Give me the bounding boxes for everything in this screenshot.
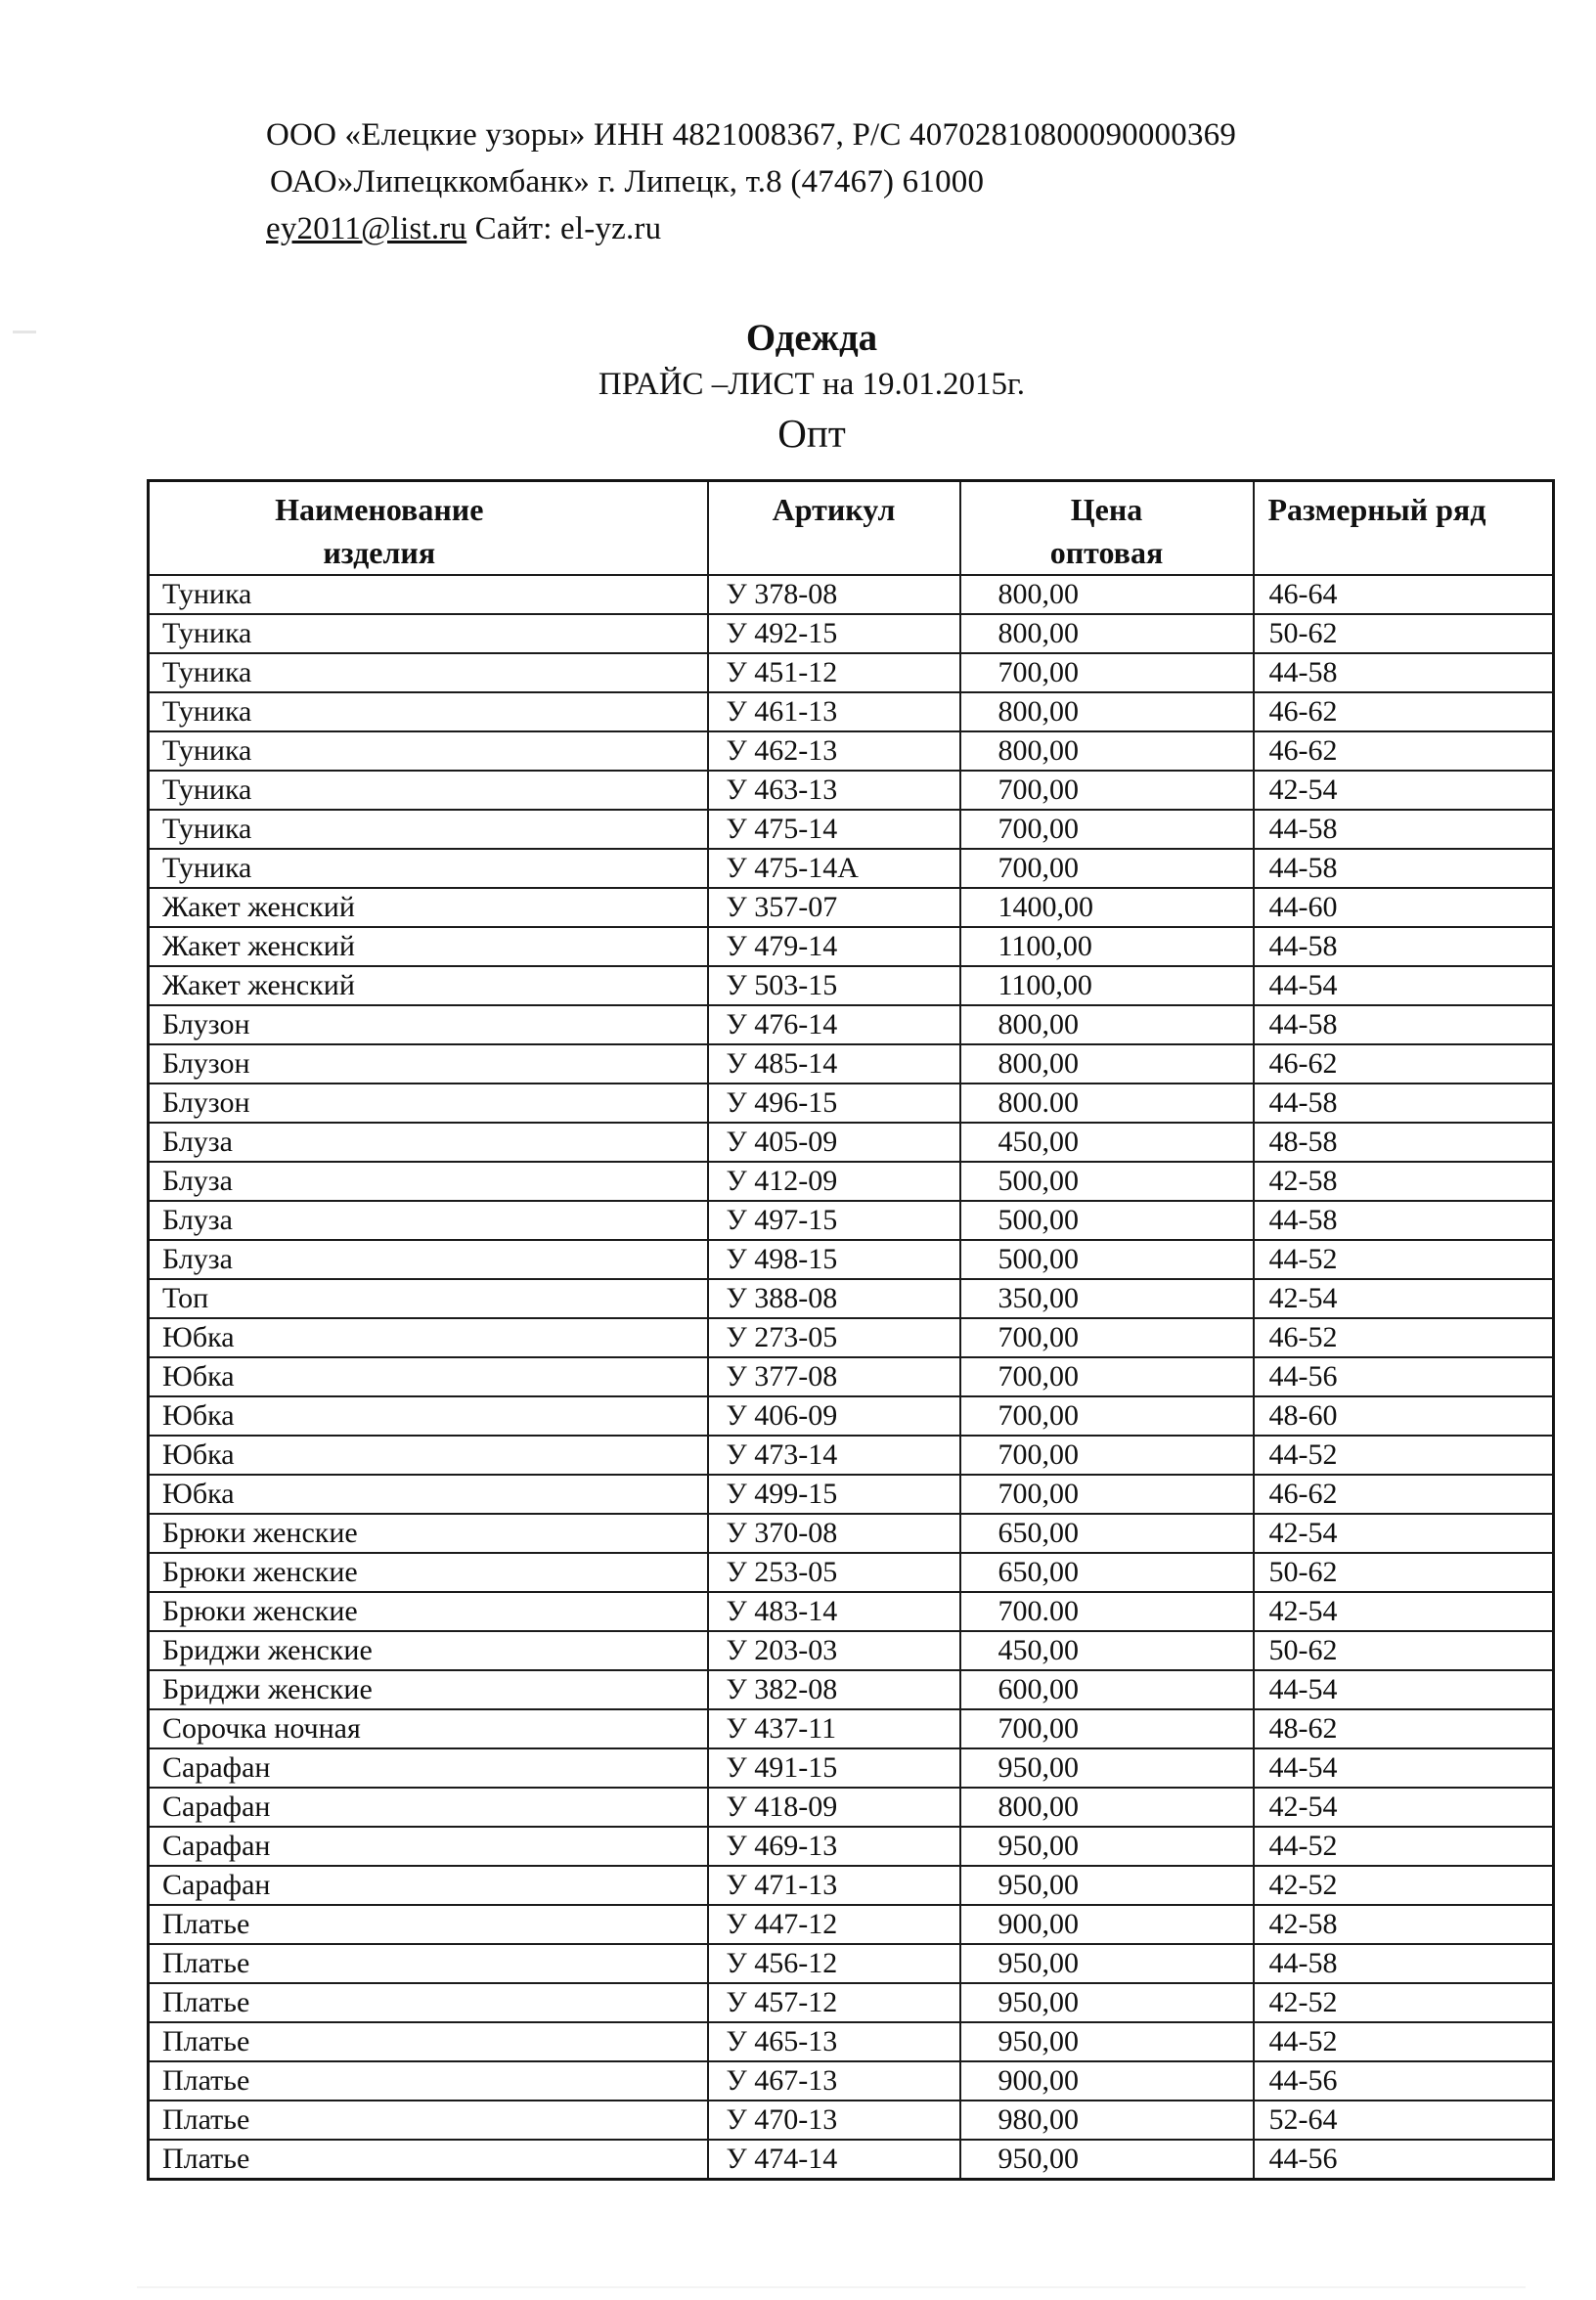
article-cell: У 405-09 xyxy=(708,1123,960,1162)
product-name-cell: Жакет женский xyxy=(149,888,708,927)
product-name-cell: Брюки женские xyxy=(149,1592,708,1631)
article-cell: У 476-14 xyxy=(708,1005,960,1044)
price-table xyxy=(147,479,1555,2181)
title-block xyxy=(27,315,1596,460)
table-row xyxy=(149,1318,1554,1357)
product-name-cell: Платье xyxy=(149,2101,708,2140)
price-cell: 700,00 xyxy=(960,1436,1254,1475)
article-cell: У 479-14 xyxy=(708,927,960,966)
article-cell: У 406-09 xyxy=(708,1396,960,1436)
price-cell: 700,00 xyxy=(960,653,1254,692)
price-cell: 450,00 xyxy=(960,1631,1254,1670)
table-row xyxy=(149,2061,1554,2101)
sizes-cell: 50-62 xyxy=(1254,614,1554,653)
col-header-article-line1: Артикул xyxy=(772,492,896,527)
price-cell: 950,00 xyxy=(960,1944,1254,1983)
header-row xyxy=(149,481,1554,576)
table-row xyxy=(149,1201,1554,1240)
product-name-cell: Блуза xyxy=(149,1240,708,1279)
price-cell: 800,00 xyxy=(960,575,1254,614)
table-row xyxy=(149,849,1554,888)
table-row xyxy=(149,731,1554,771)
product-name-cell: Платье xyxy=(149,2061,708,2101)
article-cell: У 378-08 xyxy=(708,575,960,614)
document-title: Одежда xyxy=(745,317,878,359)
product-name-cell: Жакет женский xyxy=(149,966,708,1005)
col-header-sizes-line2 xyxy=(1268,531,1553,574)
table-row xyxy=(149,1944,1554,1983)
product-name-cell: Сорочка ночная xyxy=(149,1709,708,1748)
table-row xyxy=(149,2101,1554,2140)
price-cell: 650,00 xyxy=(960,1514,1254,1553)
sizes-cell: 46-62 xyxy=(1254,692,1554,731)
table-row xyxy=(149,1788,1554,1827)
article-cell: У 447-12 xyxy=(708,1905,960,1944)
article-cell: У 412-09 xyxy=(708,1162,960,1201)
col-header-price xyxy=(960,481,1254,576)
article-cell: У 471-13 xyxy=(708,1866,960,1905)
price-cell: 980,00 xyxy=(960,2101,1254,2140)
price-cell: 800,00 xyxy=(960,1788,1254,1827)
article-cell: У 503-15 xyxy=(708,966,960,1005)
price-cell: 600,00 xyxy=(960,1670,1254,1709)
product-name-cell: Юбка xyxy=(149,1475,708,1514)
company-header xyxy=(266,111,1236,252)
article-cell: У 461-13 xyxy=(708,692,960,731)
table-row xyxy=(149,653,1554,692)
article-cell: У 475-14 xyxy=(708,810,960,849)
article-cell: У 499-15 xyxy=(708,1475,960,1514)
email-link[interactable]: ey2011@list.ru xyxy=(266,211,467,246)
price-cell: 700,00 xyxy=(960,771,1254,810)
product-name-cell: Туника xyxy=(149,692,708,731)
price-cell: 800,00 xyxy=(960,692,1254,731)
price-cell: 500,00 xyxy=(960,1201,1254,1240)
site-label: Сайт: el-yz.ru xyxy=(474,211,662,246)
col-header-article xyxy=(708,481,960,576)
price-cell: 1400,00 xyxy=(960,888,1254,927)
article-cell: У 357-07 xyxy=(708,888,960,927)
price-cell: 800,00 xyxy=(960,731,1254,771)
contact-line xyxy=(266,205,1236,252)
product-name-cell: Туника xyxy=(149,731,708,771)
product-name-cell: Блузон xyxy=(149,1084,708,1123)
price-cell: 900,00 xyxy=(960,1905,1254,1944)
article-cell: У 451-12 xyxy=(708,653,960,692)
product-name-cell: Юбка xyxy=(149,1396,708,1436)
price-cell: 1100,00 xyxy=(960,927,1254,966)
sizes-cell: 44-58 xyxy=(1254,1005,1554,1044)
col-header-price-line1: Цена xyxy=(1070,492,1143,527)
price-cell: 700,00 xyxy=(960,1357,1254,1396)
table-row xyxy=(149,1866,1554,1905)
sizes-cell: 52-64 xyxy=(1254,2101,1554,2140)
table-row xyxy=(149,1162,1554,1201)
table-row xyxy=(149,1396,1554,1436)
col-header-sizes xyxy=(1254,481,1554,576)
sizes-cell: 50-62 xyxy=(1254,1553,1554,1592)
price-cell: 700,00 xyxy=(960,810,1254,849)
sizes-cell: 42-58 xyxy=(1254,1162,1554,1201)
price-cell: 700,00 xyxy=(960,849,1254,888)
table-row xyxy=(149,1553,1554,1592)
sizes-cell: 46-52 xyxy=(1254,1318,1554,1357)
article-cell: У 465-13 xyxy=(708,2022,960,2061)
price-cell: 700,00 xyxy=(960,1475,1254,1514)
table-row xyxy=(149,1827,1554,1866)
product-name-cell: Юбка xyxy=(149,1318,708,1357)
product-name-cell: Туника xyxy=(149,849,708,888)
article-cell: У 463-13 xyxy=(708,771,960,810)
sizes-cell: 44-60 xyxy=(1254,888,1554,927)
sizes-cell: 44-56 xyxy=(1254,2061,1554,2101)
sizes-cell: 42-58 xyxy=(1254,1905,1554,1944)
article-cell: У 492-15 xyxy=(708,614,960,653)
product-name-cell: Сарафан xyxy=(149,1866,708,1905)
product-name-cell: Блузон xyxy=(149,1044,708,1084)
price-cell: 650,00 xyxy=(960,1553,1254,1592)
table-row xyxy=(149,771,1554,810)
sizes-cell: 48-62 xyxy=(1254,1709,1554,1748)
product-name-cell: Сарафан xyxy=(149,1788,708,1827)
article-cell: У 382-08 xyxy=(708,1670,960,1709)
product-name-cell: Туника xyxy=(149,614,708,653)
sizes-cell: 46-62 xyxy=(1254,1044,1554,1084)
table-row xyxy=(149,2140,1554,2179)
price-table-body xyxy=(149,575,1554,2179)
sizes-cell: 44-52 xyxy=(1254,2022,1554,2061)
table-row xyxy=(149,575,1554,614)
price-cell: 800,00 xyxy=(960,614,1254,653)
col-header-sizes-line1: Размерный ряд xyxy=(1267,492,1486,527)
col-header-article-line2 xyxy=(709,531,959,574)
document-mode-label: Опт xyxy=(777,411,846,456)
product-name-cell: Платье xyxy=(149,1983,708,2022)
product-name-cell: Туника xyxy=(149,810,708,849)
article-cell: У 462-13 xyxy=(708,731,960,771)
table-row xyxy=(149,1123,1554,1162)
product-name-cell: Туника xyxy=(149,771,708,810)
product-name-cell: Блуза xyxy=(149,1162,708,1201)
article-cell: У 273-05 xyxy=(708,1318,960,1357)
document-subtitle: ПРАЙС –ЛИСТ на 19.01.2015г. xyxy=(598,367,1026,402)
article-cell: У 370-08 xyxy=(708,1514,960,1553)
table-row xyxy=(149,1670,1554,1709)
article-cell: У 496-15 xyxy=(708,1084,960,1123)
table-row xyxy=(149,1044,1554,1084)
table-row xyxy=(149,966,1554,1005)
product-name-cell: Сарафан xyxy=(149,1748,708,1788)
company-info-line-2: ОАО»Липецккомбанк» г. Липецк, т.8 (47467) 61000 xyxy=(270,164,985,199)
table-row xyxy=(149,1905,1554,1944)
price-cell: 950,00 xyxy=(960,1827,1254,1866)
table-row xyxy=(149,1475,1554,1514)
table-row xyxy=(149,1983,1554,2022)
price-cell: 700,00 xyxy=(960,1318,1254,1357)
sizes-cell: 44-58 xyxy=(1254,1944,1554,1983)
company-info-line-1: ООО «Елецкие узоры» ИНН 4821008367, Р/С 40702810800090000369 xyxy=(266,117,1237,153)
sizes-cell: 42-54 xyxy=(1254,1788,1554,1827)
sizes-cell: 44-52 xyxy=(1254,1436,1554,1475)
product-name-cell: Бриджи женские xyxy=(149,1631,708,1670)
sizes-cell: 42-52 xyxy=(1254,1866,1554,1905)
price-cell: 700,00 xyxy=(960,1396,1254,1436)
col-header-product-name xyxy=(149,481,708,576)
sizes-cell: 42-52 xyxy=(1254,1983,1554,2022)
article-cell: У 470-13 xyxy=(708,2101,960,2140)
sizes-cell: 44-56 xyxy=(1254,1357,1554,1396)
sizes-cell: 46-62 xyxy=(1254,1475,1554,1514)
article-cell: У 467-13 xyxy=(708,2061,960,2101)
table-row xyxy=(149,614,1554,653)
article-cell: У 253-05 xyxy=(708,1553,960,1592)
article-cell: У 497-15 xyxy=(708,1201,960,1240)
product-name-cell: Блузон xyxy=(149,1005,708,1044)
price-cell: 950,00 xyxy=(960,1983,1254,2022)
col-header-price-line2: оптовая xyxy=(1049,535,1164,570)
table-row xyxy=(149,1592,1554,1631)
price-cell: 700,00 xyxy=(960,1709,1254,1748)
sizes-cell: 42-54 xyxy=(1254,1514,1554,1553)
sizes-cell: 44-52 xyxy=(1254,1240,1554,1279)
table-row xyxy=(149,1240,1554,1279)
product-name-cell: Платье xyxy=(149,1905,708,1944)
sizes-cell: 42-54 xyxy=(1254,1279,1554,1318)
table-row xyxy=(149,810,1554,849)
table-row xyxy=(149,1709,1554,1748)
product-name-cell: Блуза xyxy=(149,1123,708,1162)
product-name-cell: Бриджи женские xyxy=(149,1670,708,1709)
sizes-cell: 44-58 xyxy=(1254,653,1554,692)
article-cell: У 475-14А xyxy=(708,849,960,888)
product-name-cell: Жакет женский xyxy=(149,927,708,966)
article-cell: У 491-15 xyxy=(708,1748,960,1788)
col-header-product-name-line1: Наименование xyxy=(275,492,484,527)
price-cell: 1100,00 xyxy=(960,966,1254,1005)
sizes-cell: 44-54 xyxy=(1254,1670,1554,1709)
sizes-cell: 50-62 xyxy=(1254,1631,1554,1670)
article-cell: У 485-14 xyxy=(708,1044,960,1084)
table-row xyxy=(149,692,1554,731)
sizes-cell: 46-62 xyxy=(1254,731,1554,771)
product-name-cell: Платье xyxy=(149,1944,708,1983)
sizes-cell: 44-52 xyxy=(1254,1827,1554,1866)
sizes-cell: 46-64 xyxy=(1254,575,1554,614)
sizes-cell: 44-58 xyxy=(1254,810,1554,849)
price-cell: 500,00 xyxy=(960,1162,1254,1201)
table-row xyxy=(149,1084,1554,1123)
sizes-cell: 42-54 xyxy=(1254,771,1554,810)
price-cell: 450,00 xyxy=(960,1123,1254,1162)
sizes-cell: 44-56 xyxy=(1254,2140,1554,2179)
sizes-cell: 44-54 xyxy=(1254,966,1554,1005)
price-cell: 700.00 xyxy=(960,1592,1254,1631)
article-cell: У 388-08 xyxy=(708,1279,960,1318)
article-cell: У 418-09 xyxy=(708,1788,960,1827)
article-cell: У 203-03 xyxy=(708,1631,960,1670)
price-cell: 950,00 xyxy=(960,2140,1254,2179)
table-row xyxy=(149,1436,1554,1475)
price-cell: 500,00 xyxy=(960,1240,1254,1279)
sizes-cell: 44-58 xyxy=(1254,849,1554,888)
sizes-cell: 44-58 xyxy=(1254,1201,1554,1240)
table-row xyxy=(149,2022,1554,2061)
table-row xyxy=(149,1631,1554,1670)
table-row xyxy=(149,888,1554,927)
product-name-cell: Платье xyxy=(149,2140,708,2179)
article-cell: У 474-14 xyxy=(708,2140,960,2179)
scan-artifact xyxy=(137,2286,1526,2288)
sizes-cell: 48-58 xyxy=(1254,1123,1554,1162)
article-cell: У 377-08 xyxy=(708,1357,960,1396)
product-name-cell: Туника xyxy=(149,653,708,692)
price-cell: 800,00 xyxy=(960,1005,1254,1044)
table-row xyxy=(149,1005,1554,1044)
price-cell: 800.00 xyxy=(960,1084,1254,1123)
article-cell: У 457-12 xyxy=(708,1983,960,2022)
col-header-product-name-line2: изделия xyxy=(323,535,436,570)
price-cell: 900,00 xyxy=(960,2061,1254,2101)
table-row xyxy=(149,1748,1554,1788)
price-cell: 950,00 xyxy=(960,2022,1254,2061)
article-cell: У 437-11 xyxy=(708,1709,960,1748)
table-row xyxy=(149,1357,1554,1396)
sizes-cell: 44-54 xyxy=(1254,1748,1554,1788)
product-name-cell: Туника xyxy=(149,575,708,614)
sizes-cell: 42-54 xyxy=(1254,1592,1554,1631)
sizes-cell: 44-58 xyxy=(1254,927,1554,966)
price-cell: 800,00 xyxy=(960,1044,1254,1084)
product-name-cell: Брюки женские xyxy=(149,1514,708,1553)
article-cell: У 473-14 xyxy=(708,1436,960,1475)
table-row xyxy=(149,1514,1554,1553)
article-cell: У 483-14 xyxy=(708,1592,960,1631)
table-row xyxy=(149,927,1554,966)
product-name-cell: Блуза xyxy=(149,1201,708,1240)
price-cell: 350,00 xyxy=(960,1279,1254,1318)
product-name-cell: Юбка xyxy=(149,1436,708,1475)
product-name-cell: Платье xyxy=(149,2022,708,2061)
price-table-header xyxy=(149,481,1554,576)
price-cell: 950,00 xyxy=(960,1866,1254,1905)
table-row xyxy=(149,1279,1554,1318)
product-name-cell: Топ xyxy=(149,1279,708,1318)
product-name-cell: Брюки женские xyxy=(149,1553,708,1592)
price-cell: 950,00 xyxy=(960,1748,1254,1788)
product-name-cell: Сарафан xyxy=(149,1827,708,1866)
article-cell: У 469-13 xyxy=(708,1827,960,1866)
article-cell: У 456-12 xyxy=(708,1944,960,1983)
product-name-cell: Юбка xyxy=(149,1357,708,1396)
sizes-cell: 48-60 xyxy=(1254,1396,1554,1436)
sizes-cell: 44-58 xyxy=(1254,1084,1554,1123)
article-cell: У 498-15 xyxy=(708,1240,960,1279)
